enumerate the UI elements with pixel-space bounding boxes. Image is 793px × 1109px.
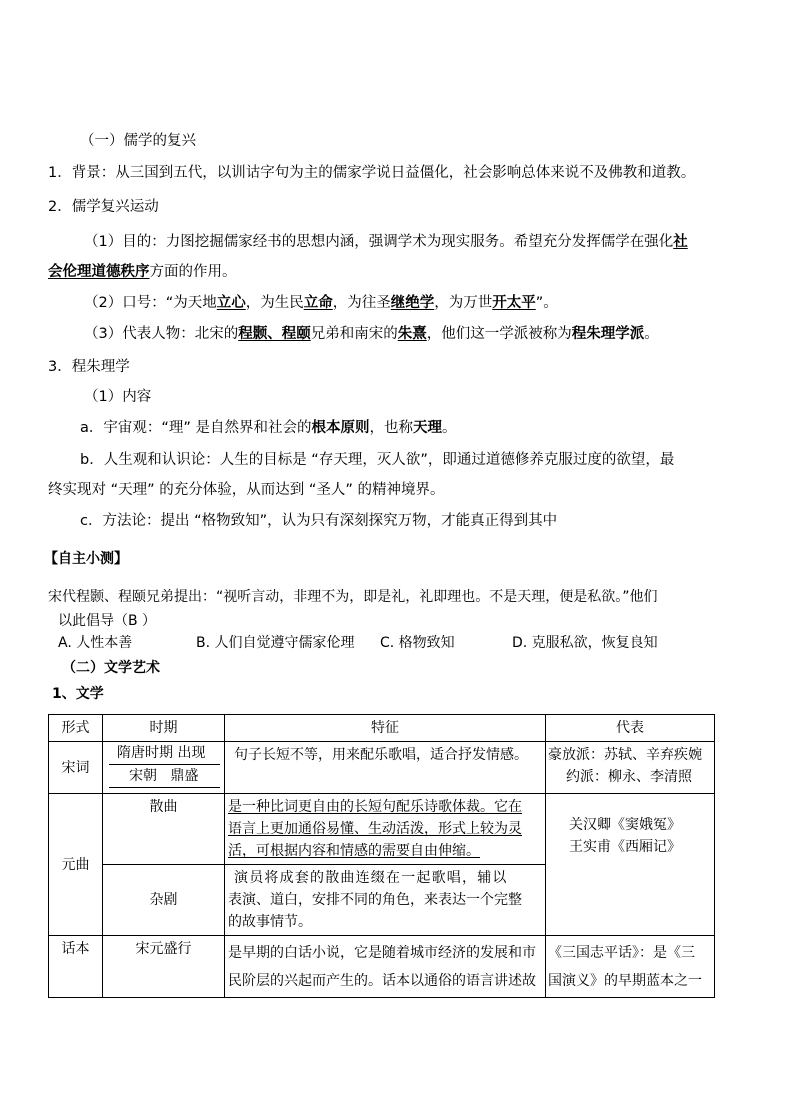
- paragraph-slogan: （2）口号：“为天地立心，为生民立命，为往圣继绝学，为万世开太平”。: [84, 295, 558, 311]
- cell-form-huaben: 话本: [49, 936, 103, 998]
- paragraph-goal-line1: （1）目的：力图挖掘儒家经书的思想内涵，强调学术为现实服务。希望充分发挥儒学在强化社: [84, 234, 688, 250]
- quiz-option-a: A. 人性本善: [58, 635, 133, 651]
- paragraph-revival-movement: 2．儒学复兴运动: [48, 199, 159, 215]
- quiz-option-c: C. 格物致知: [380, 635, 455, 651]
- cell-period-songci: [103, 742, 225, 794]
- period-flourished: 宋朝 鼎盛: [109, 765, 220, 788]
- paragraph-life-view-line1: b．人生观和认识论：人生的目标是 “存天理，灭人欲”，即通过道德修养克服过度的欲望，最: [80, 452, 675, 468]
- paragraph-representatives: （3）代表人物：北宋的程颢、程颐兄弟和南宋的朱熹，他们这一学派被称为程朱理学派。: [84, 326, 659, 342]
- cell-period-huaben: 宋元盛行: [103, 936, 225, 998]
- paragraph-background: 1．背景：从三国到五代，以训诂字句为主的儒家学说日益僵化，社会影响总体来说不及佛教和道教。: [48, 165, 696, 181]
- cell-form-songci: 宋词: [49, 742, 103, 794]
- quiz-question-line2: 以此倡导（B ）: [58, 613, 157, 629]
- subsection-title-literature: 1、文学: [52, 686, 104, 702]
- section-title-literature-arts: （二）文学艺术: [62, 660, 160, 676]
- cell-sanqu: 散曲: [103, 794, 225, 865]
- cell-rep-yuanqu: 关汉卿《窦娥冤》 王实甫《西厢记》: [546, 794, 715, 936]
- table-row: [49, 742, 715, 794]
- table-row: [49, 794, 715, 865]
- cell-form-yuanqu: 元曲: [49, 794, 103, 936]
- paragraph-goal-line2: 会伦理道德秩序方面的作用。: [48, 264, 237, 280]
- header-period: 时期: [103, 715, 225, 742]
- paragraph-life-view-line2: 终实现对 “天理” 的充分体验，从而达到 “圣人” 的精神境界。: [48, 482, 445, 498]
- header-form: 形式: [49, 715, 103, 742]
- period-emerged: 隋唐时期 出现: [109, 742, 220, 765]
- cell-feature-songci: 句子长短不等，用来配乐歌唱，适合抒发情感。: [225, 742, 546, 794]
- table-row: [49, 936, 715, 998]
- quiz-option-d: D. 克服私欲，恢复良知: [512, 635, 658, 651]
- cell-feature-zaju: 演员将成套的散曲连缀在一起歌唱，辅以 表演、道白，安排不同的角色，来表达一个完整 的故事情节。: [225, 865, 546, 936]
- header-feature: 特征: [225, 715, 546, 742]
- section-title-confucian-revival: （一）儒学的复兴: [80, 133, 196, 149]
- cell-zaju: 杂剧: [103, 865, 225, 936]
- paragraph-methodology: c．方法论：提出 “格物致知”，认为只有深刻探究万物，才能真正得到其中: [80, 513, 558, 529]
- cell-rep-huaben: 《三国志平话》：是《三 国演义》的早期蓝本之一: [546, 936, 715, 998]
- cell-feature-sanqu: 是一种比词更自由的长短句配乐诗歌体裁。它在 语言上更加通俗易懂、生动活泼，形式上较为灵 活，可根据内容和情感的需要自由伸缩。: [225, 794, 546, 865]
- cell-feature-huaben: 是早期的白话小说，它是随着城市经济的发展和市 民阶层的兴起而产生的。话本以通俗的语言讲述故: [225, 936, 546, 998]
- table-header-row: [49, 715, 715, 742]
- literature-table: [48, 714, 715, 998]
- cell-rep-songci: 豪放派：苏轼、辛弃疾婉 约派：柳永、李清照: [546, 742, 715, 794]
- paragraph-cosmology: a．宇宙观：“理” 是自然界和社会的根本原则，也称天理。: [80, 420, 457, 436]
- quiz-option-b: B. 人们自觉遵守儒家伦理: [196, 635, 355, 651]
- quiz-question-line1: 宋代程颢、程颐兄弟提出：“视听言动，非理不为，即是礼，礼即理也。不是天理，便是私欲。”他们: [48, 589, 658, 605]
- header-representative: 代表: [546, 715, 715, 742]
- paragraph-content: （1）内容: [84, 389, 152, 405]
- quiz-title: 【自主小测】: [44, 551, 128, 567]
- paragraph-cheng-zhu: 3．程朱理学: [48, 359, 130, 375]
